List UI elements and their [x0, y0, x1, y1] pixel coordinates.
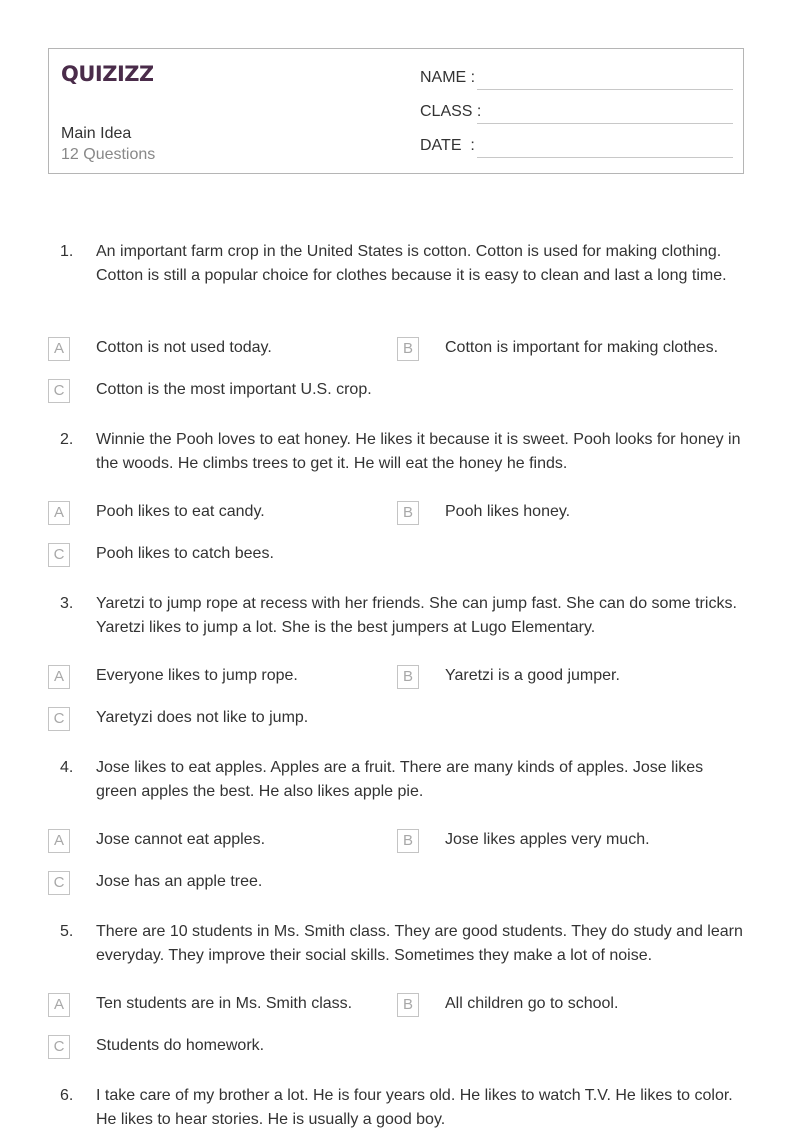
option-letter-box: C: [48, 543, 70, 567]
option-letter-box: A: [48, 665, 70, 689]
option-text: Cotton is important for making clothes.: [445, 339, 719, 356]
option-text: Pooh likes to eat candy.: [96, 503, 265, 520]
date-line[interactable]: [477, 157, 733, 158]
question-text: An important farm crop in the United States is cotton. Cotton is used for making clothing. Cotton is still a popular choice for clothes because it is easy to clean and last a long time.: [96, 243, 727, 284]
option-text: Yaretzi is a good jumper.: [445, 667, 620, 684]
option-text: Students do homework.: [96, 1037, 265, 1054]
question-number: 2.: [60, 431, 74, 448]
date-label: DATE :: [420, 137, 475, 154]
question-number: 6.: [60, 1087, 74, 1104]
question-number: 1.: [60, 243, 74, 260]
question-text: There are 10 students in Ms. Smith class. They are good students. They do study and learn everyday. They improve their social skills. Sometimes they make a lot of noise.: [96, 923, 743, 964]
option-letter-box: C: [48, 871, 70, 895]
class-line[interactable]: [477, 123, 733, 124]
class-field[interactable]: [420, 103, 481, 121]
question-number: 4.: [60, 759, 74, 776]
option-text: Jose cannot eat apples.: [96, 831, 266, 848]
option-letter-box: B: [397, 829, 419, 853]
option-letter-box: C: [48, 707, 70, 731]
svg-text:QUIZIZZ: QUIZIZZ: [61, 62, 153, 86]
option-letter-box: B: [397, 665, 419, 689]
question-text: Yaretzi to jump rope at recess with her friends. She can jump fast. She can do some tricks. Yaretzi likes to jump a lot. She is the best jumpers at Lugo Elementary.: [96, 595, 737, 636]
class-label: CLASS :: [420, 103, 482, 120]
date-field[interactable]: [420, 137, 475, 155]
worksheet-header: [48, 48, 744, 174]
option-letter-box: B: [397, 337, 419, 361]
question-text: Jose likes to eat apples. Apples are a fruit. There are many kinds of apples. Jose likes green apples the best. He also likes apple pie.: [96, 759, 704, 800]
name-field[interactable]: [420, 69, 475, 87]
option-text: Pooh likes to catch bees.: [96, 545, 274, 562]
option-letter-box: A: [48, 829, 70, 853]
question-text: I take care of my brother a lot. He is four years old. He likes to watch T.V. He likes to color. He likes to hear stories. He is usually a good boy.: [96, 1087, 733, 1128]
option-text: All children go to school.: [445, 995, 619, 1012]
option-text: Yaretyzi does not like to jump.: [96, 709, 309, 726]
quizizz-logo: [61, 59, 153, 92]
option-letter-box: A: [48, 501, 70, 525]
question-number: 3.: [60, 595, 74, 612]
option-text: Cotton is not used today.: [96, 339, 272, 356]
option-text: Jose likes apples very much.: [445, 831, 650, 848]
option-text: Jose has an apple tree.: [96, 873, 263, 890]
option-letter-box: C: [48, 379, 70, 403]
question-number: 5.: [60, 923, 74, 940]
option-text: Cotton is the most important U.S. crop.: [96, 381, 372, 398]
option-text: Ten students are in Ms. Smith class.: [96, 995, 353, 1012]
option-letter-box: A: [48, 337, 70, 361]
option-letter-box: C: [48, 1035, 70, 1059]
quizizz-logo-icon: [61, 59, 153, 87]
question-count: 12 Questions: [61, 146, 156, 163]
name-label: NAME :: [420, 69, 476, 86]
question-text: Winnie the Pooh loves to eat honey. He likes it because it is sweet. Pooh looks for honey in the woods. He climbs trees to get it. He will eat the honey he finds.: [96, 431, 741, 472]
worksheet-title: Main Idea: [61, 125, 132, 142]
option-letter-box: B: [397, 501, 419, 525]
option-text: Pooh likes honey.: [445, 503, 571, 520]
option-letter-box: A: [48, 993, 70, 1017]
option-text: Everyone likes to jump rope.: [96, 667, 298, 684]
name-line[interactable]: [477, 89, 733, 90]
option-letter-box: B: [397, 993, 419, 1017]
